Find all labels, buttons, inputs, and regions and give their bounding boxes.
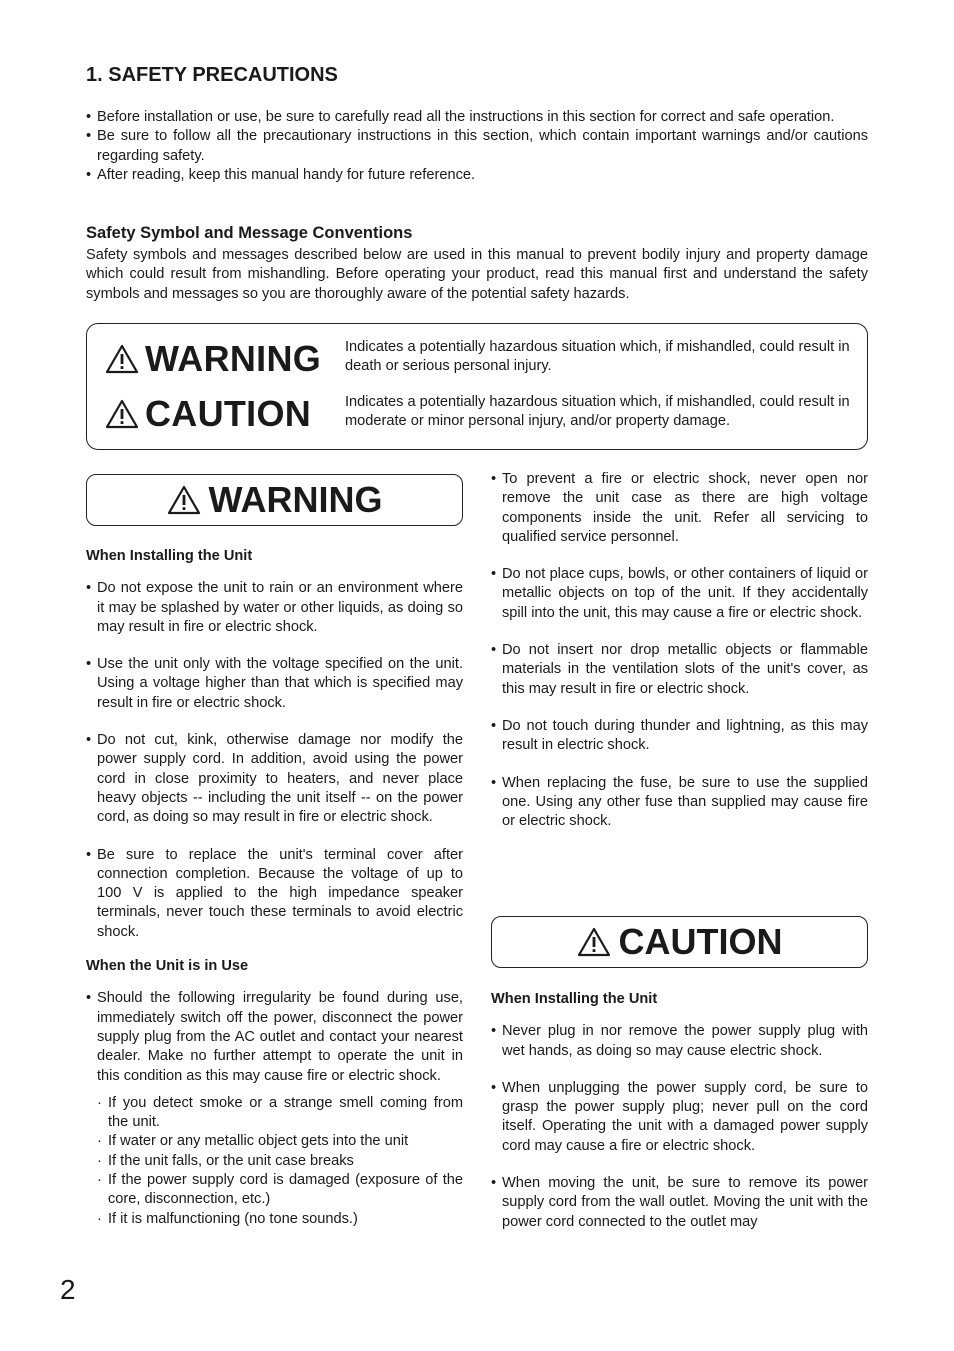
warning-banner: WARNING — [86, 474, 463, 526]
list-item: • Do not cut, kink, otherwise damage nor modify the power supply cord. In addition, avoid using the power cord in close proximity to heaters, and never place heavy objects -- including the unit itself -- on the power cord, as doing so may result in fire or electric shock. — [86, 731, 463, 827]
warning-triangle-icon — [167, 484, 201, 516]
warning-triangle-icon — [105, 343, 139, 375]
sub-list-item: · If you detect smoke or a strange smell coming from the unit. — [86, 1094, 463, 1133]
list-item: • When unplugging the power supply cord, be sure to grasp the power supply plug; never pull on the cord itself. Operating the unit with a damaged power supply cord may cause a fire or electric shock. — [491, 1079, 868, 1156]
list-item: • Do not expose the unit to rain or an environment where it may be splashed by water or other liquids, as doing so may result in fire or electric shock. — [86, 579, 463, 637]
list-item: • When moving the unit, be sure to remove its power supply cord from the wall outlet. Moving the unit with the power cord connected to the outlet may — [491, 1174, 868, 1232]
list-item: • When replacing the fuse, be sure to use the supplied one. Using any other fuse than supplied may cause fire or electric shock. — [491, 774, 868, 832]
sub-list-item: · If water or any metallic object gets into the unit — [86, 1132, 463, 1151]
warning-symbol-description: Indicates a potentially hazardous situation which, if mishandled, could result in death or serious personal injury. — [345, 339, 850, 375]
warning-left-column — [86, 547, 463, 1229]
list-item: • To prevent a fire or electric shock, never open nor remove the unit case as there are high voltage components inside the unit. Refer all servicing to qualified service personnel. — [491, 470, 868, 547]
page-number: 2 — [60, 1274, 76, 1305]
symbol-legend-box — [86, 323, 868, 450]
list-item: • Should the following irregularity be found during use, immediately switch off the power, disconnect the power supply plug from the AC outlet and contact your nearest dealer. Make no further attempt to operate the unit in this condition as this may cause fire or electric shock. — [86, 989, 463, 1085]
conventions-title: Safety Symbol and Message Conventions — [86, 224, 413, 242]
caution-column — [491, 990, 868, 1250]
intro-bullet: • After reading, keep this manual handy for future reference. — [86, 166, 868, 185]
list-item: • Do not touch during thunder and lightning, as this may result in electric shock. — [491, 717, 868, 756]
list-item: • Do not place cups, bowls, or other containers of liquid or metallic objects on top of the unit. If they accidentally spill into the unit, this may cause a fire or electric shock. — [491, 565, 868, 623]
list-item: • Do not insert nor drop metallic objects or flammable materials in the ventilation slots of the unit's cover, as this may result in fire or electric shock. — [491, 641, 868, 699]
sub-list-item: · If the power supply cord is damaged (exposure of the core, disconnection, etc.) — [86, 1171, 463, 1210]
intro-bullet: • Be sure to follow all the precautionary instructions in this section, which contain important warnings and/or cautions regarding safety. — [86, 127, 868, 166]
warning-triangle-icon — [577, 926, 611, 958]
section-heading: 1. SAFETY PRECAUTIONS — [86, 64, 338, 86]
list-item: • Never plug in nor remove the power supply plug with wet hands, as doing so may cause electric shock. — [491, 1022, 868, 1061]
caution-banner: CAUTION — [491, 916, 868, 968]
warning-triangle-icon — [105, 398, 139, 430]
intro-bullet: • Before installation or use, be sure to carefully read all the instructions in this section for correct and safe operation. — [86, 108, 868, 127]
in-use-subheading: When the Unit is in Use — [86, 958, 249, 975]
sub-list-item: · If the unit falls, or the unit case breaks — [86, 1152, 463, 1171]
intro-list — [86, 108, 868, 185]
conventions-text: Safety symbols and messages described below are used in this manual to prevent bodily injury and property damage which could result from mishandling. Before operating your product, read this manual first and understand the safety symbols and messages so you are thoroughly aware of the potential safety hazards. — [86, 247, 868, 302]
list-item: • Use the unit only with the voltage specified on the unit. Using a voltage higher than that which is specified may result in fire or electric shock. — [86, 655, 463, 713]
caution-symbol-description: Indicates a potentially hazardous situation which, if mishandled, could result in moderate or minor personal injury, and/or property damage. — [345, 394, 850, 430]
caution-symbol-label: CAUTION — [105, 393, 311, 435]
list-item: • Be sure to replace the unit's terminal cover after connection completion. Because the voltage of up to 100 V is applied to the high impedance speaker terminals, never touch these terminals to avoid electric shock. — [86, 846, 463, 942]
installing-subheading: When Installing the Unit — [86, 548, 253, 564]
warning-symbol-label: WARNING — [105, 338, 321, 380]
sub-list-item: · If it is malfunctioning (no tone sounds.) — [86, 1210, 463, 1229]
warning-right-column — [491, 470, 868, 849]
installing-subheading: When Installing the Unit — [491, 991, 658, 1007]
